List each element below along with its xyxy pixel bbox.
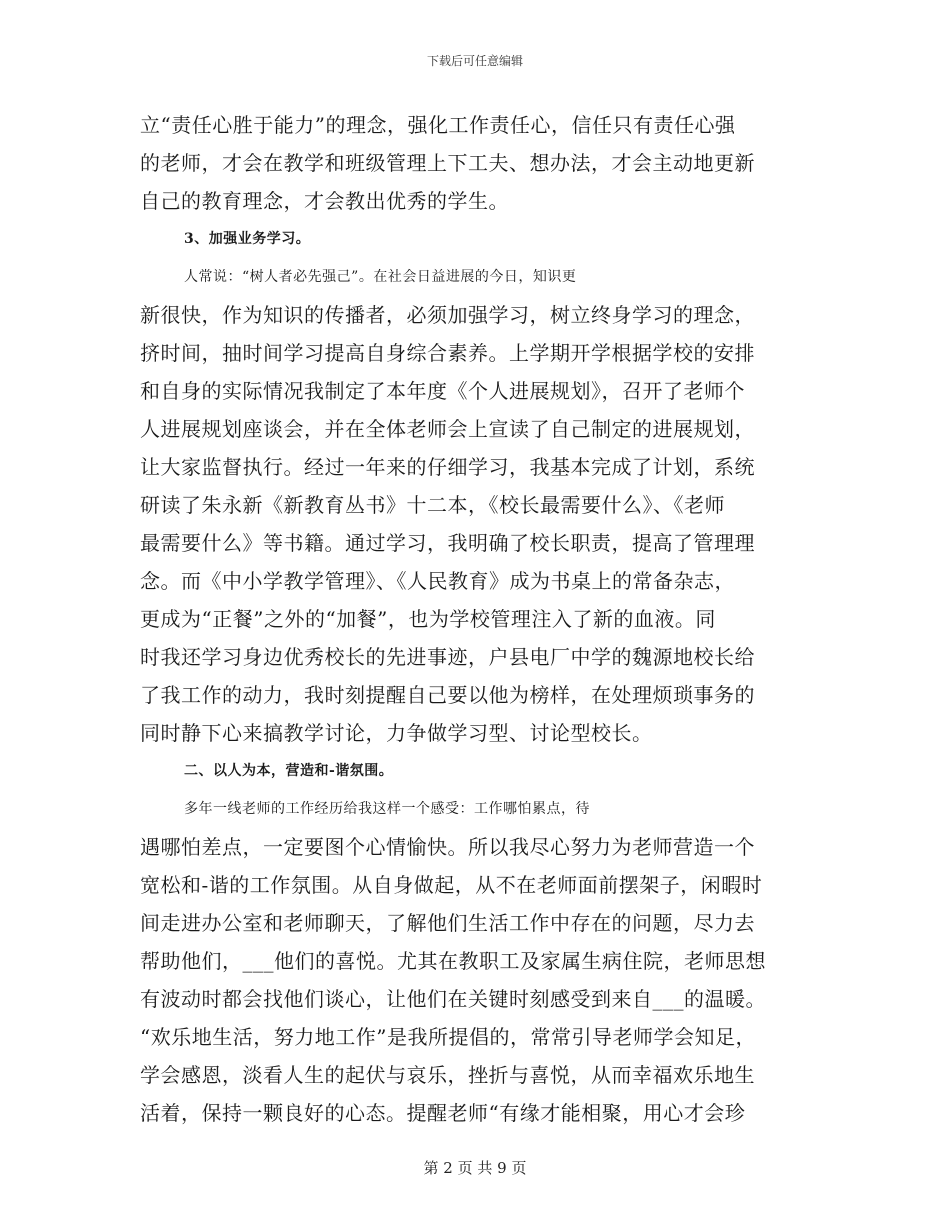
text-line: 宽松和-谐的工作氛围。从自身做起，从不在老师面前摆架子，闲暇时 (140, 873, 763, 897)
section-heading: 二、以人为本，营造和-谐氛围。 (184, 763, 394, 779)
text-line: 挤时间，抽时间学习提高自身综合素养。上学期开学根据学校的安排 (140, 341, 755, 365)
section-heading: 3、加强业务学习。 (184, 231, 311, 247)
text-line: 让大家监督执行。经过一年来的仔细学习，我基本完成了计划，系统 (140, 455, 755, 479)
document-body (140, 106, 810, 1132)
text-line: 了我工作的动力，我时刻提醒自己要以他为榜样，在处理烦琐事务的 (140, 683, 755, 707)
text-line: 立“责任心胜于能力”的理念，强化工作责任心，信任只有责任心强 (140, 113, 736, 137)
text-line: 的老师，才会在教学和班级管理上下工夫、想办法，才会主动地更新 (140, 151, 755, 175)
text-line: 有波动时都会找他们谈心，让他们在关键时刻感受到来自___的温暖。 (140, 987, 766, 1011)
text-line: 人常说：“树人者必先强己”。在社会日益进展的今日，知识更 (184, 269, 577, 285)
text-line: 帮助他们，___他们的喜悦。尤其在教职工及家属生病住院，老师思想 (140, 949, 766, 973)
text-line: 人进展规划座谈会，并在全体老师会上宣读了自己制定的进展规划， (140, 417, 755, 441)
text-line: 学会感恩，淡看人生的起伏与哀乐，挫折与喜悦，从而幸福欢乐地生 (140, 1063, 755, 1087)
page-footer: 第 2 页 共 9 页 (423, 1159, 527, 1177)
text-line: 自己的教育理念，才会教出优秀的学生。 (140, 189, 509, 213)
text-line: 和自身的实际情况我制定了本年度《个人进展规划》，召开了老师个 (140, 379, 745, 403)
text-line: 多年一线老师的工作经历给我这样一个感受：工作哪怕累点，待 (184, 801, 590, 817)
page-header: 下载后可任意编辑 (426, 54, 523, 68)
text-line: 念。而《中小学教学管理》、《人民教育》成为书桌上的常备杂志， (140, 569, 735, 593)
text-line: 研读了朱永新《新教育丛书》十二本，《校长最需要什么》、《老师 (140, 493, 725, 517)
text-line: 遇哪怕差点，一定要图个心情愉快。所以我尽心努力为老师营造一个 (140, 835, 755, 859)
text-line: 间走进办公室和老师聊天，了解他们生活工作中存在的问题，尽力去 (140, 911, 755, 935)
text-line: 同时静下心来搞教学讨论，力争做学习型、讨论型校长。 (140, 721, 653, 745)
text-line: 活着，保持一颗良好的心态。提醒老师“有缘才能相聚，用心才会珍 (140, 1101, 746, 1125)
text-line: 新很快，作为知识的传播者，必须加强学习，树立终身学习的理念， (140, 303, 755, 327)
text-line: 时我还学习身边优秀校长的先进事迹，户县电厂中学的魏源地校长给 (140, 645, 755, 669)
text-line: 更成为“正餐”之外的“加餐”，也为学校管理注入了新的血液。同 (140, 607, 716, 631)
text-line: “欢乐地生活，努力地工作”是我所提倡的，常常引导老师学会知足， (140, 1025, 756, 1049)
text-line: 最需要什么》等书籍。通过学习，我明确了校长职责，提高了管理理 (140, 531, 755, 555)
